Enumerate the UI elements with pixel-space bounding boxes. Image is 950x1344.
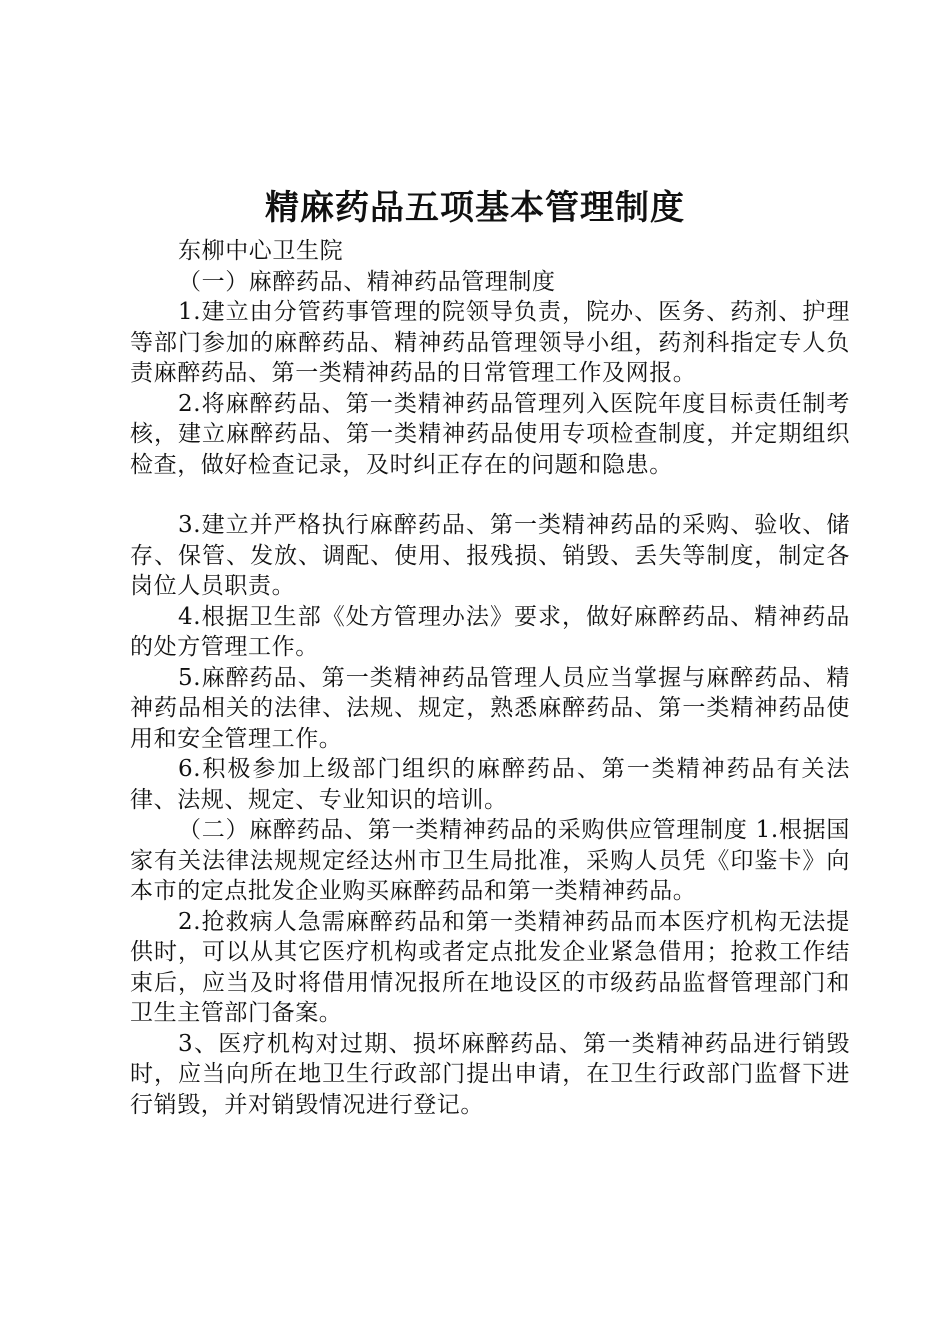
paragraph-1: 1.建立由分管药事管理的院领导负责，院办、医务、药剂、护理等部门参加的麻醉药品、精神药品管理领导小组，药剂科指定专人负责麻醉药品、第一类精神药品的日常管理工作及网报。 [130, 299, 850, 386]
section-heading-2: （二）麻醉药品、第一类精神药品的采购供应管理制度 1.根据国家有关法律法规规定经达州市卫生局批准，采购人员凭《印鉴卡》向本市的定点批发企业购买麻醉药品和第一类精神药品。 [130, 817, 850, 904]
document-body [130, 236, 850, 1120]
document-title: 精麻药品五项基本管理制度 [265, 188, 685, 228]
organization-name: 东柳中心卫生院 [178, 238, 344, 264]
paragraph-2: 2.将麻醉药品、第一类精神药品管理列入医院年度目标责任制考核，建立麻醉药品、第一类精神药品使用专项检查制度，并定期组织检查，做好检查记录，及时纠正存在的问题和隐患。 [130, 390, 850, 478]
paragraph-5: 5.麻醉药品、第一类精神药品管理人员应当掌握与麻醉药品、精神药品相关的法律、法规、规定，熟悉麻醉药品、第一类精神药品使用和安全管理工作。 [130, 664, 850, 752]
paragraph-8: 3、医疗机构对过期、损坏麻醉药品、第一类精神药品进行销毁时，应当向所在地卫生行政部门提出申请，在卫生行政部门监督下进行销毁，并对销毁情况进行登记。 [130, 1030, 850, 1118]
paragraph-7: 2.抢救病人急需麻醉药品和第一类精神药品而本医疗机构无法提供时，可以从其它医疗机构或者定点批发企业紧急借用；抢救工作结束后，应当及时将借用情况报所在地设区的市级药品监督管理部门和卫生主管部门备案。 [130, 908, 850, 1026]
paragraph-6: 6.积极参加上级部门组织的麻醉药品、第一类精神药品有关法律、法规、规定、专业知识的培训。 [130, 756, 850, 813]
paragraph-3: 3.建立并严格执行麻醉药品、第一类精神药品的采购、验收、储存、保管、发放、调配、使用、报残损、销毁、丢失等制度，制定各岗位人员职责。 [130, 512, 850, 599]
paragraph-4: 4.根据卫生部《处方管理办法》要求，做好麻醉药品、精神药品的处方管理工作。 [130, 603, 850, 660]
section-heading-1: （一）麻醉药品、精神药品管理制度 [178, 268, 556, 295]
